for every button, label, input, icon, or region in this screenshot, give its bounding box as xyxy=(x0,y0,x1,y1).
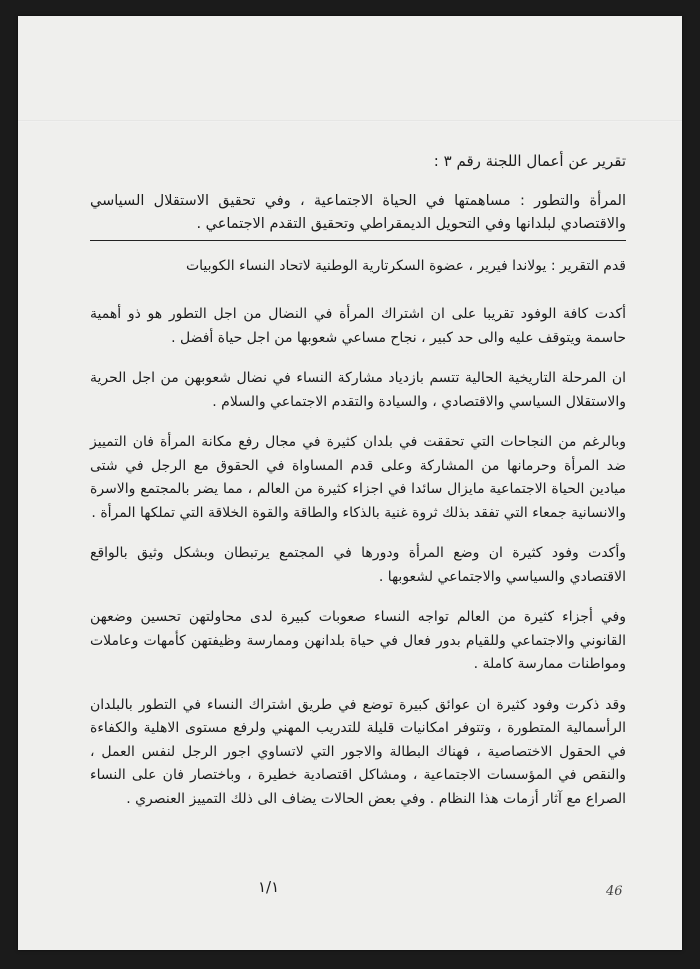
document-page xyxy=(18,16,682,950)
paragraph: وقد ذكرت وفود كثيرة ان عوائق كبيرة توضع في طريق اشتراك النساء في التطور بالبلدان الرأسمالية المتطورة ، وتتوفر امكانيات قليلة للتدريب المهني ولرفع مستوى الاهلية والكفاءة في الحقول الاختصاصية ، فهناك البطالة والاجور التي لاتساوي اجور الرجل لنفس العمل ، والنقص في المؤسسات الاجتماعية ، ومشاكل اقتصادية خطيرة ، وباختصار فان على النساء الصراع مع آثار أزمات هذا النظام . وفي بعض الحالات يضاف الى ذلك التمييز العنصري . xyxy=(90,696,626,807)
paragraph: ان المرحلة التاريخية الحالية تتسم بازدياد مشاركة النساء في نضال شعوبهن من اجل الحرية والاستقلال السياسي والاقتصادي ، والسيادة والتقدم الاجتماعي والسلام . xyxy=(90,370,626,410)
paragraph: أكدت كافة الوفود تقريبا على ان اشتراك المرأة في النضال من اجل التطور هو ذو أهمية حاسمة ويتوقف عليه والى حد كبير ، نجاح مساعي شعوبها من اجل حياة أفضل . xyxy=(90,306,626,346)
report-presenter: قدم التقرير : يولاندا فيرير ، عضوة السكرتارية الوطنية لاتحاد النساء الكوبيات xyxy=(185,258,626,274)
paragraph: وأكدت وفود كثيرة ان وضع المرأة ودورها في المجتمع يرتبطان وبشكل وثيق بالواقع الاقتصادي والسياسي والاجتماعي لشعوبها . xyxy=(90,545,626,585)
handwritten-mark: 46 xyxy=(606,884,623,899)
paper-fold xyxy=(18,120,682,122)
paragraph: وفي أجزاء كثيرة من العالم تواجه النساء صعوبات كبيرة لدى محاولتهن تحسين وضعهن القانوني والاجتماعي وللقيام بدور فعال في حياة بلدانهن وممارسة وظيفتهن كأمهات وعاملات ومواطنات ممارسة كاملة . xyxy=(90,609,626,672)
document-body xyxy=(90,142,626,828)
report-title: تقرير عن أعمال اللجنة رقم ٣ : xyxy=(433,152,626,170)
report-subject: المرأة والتطور : مساهمتها في الحياة الاجتماعية ، وفي تحقيق الاستقلال السياسي والاقتصادي لبلدانها وفي التحويل الديمقراطي وتحقيق التقدم الاجتماعي . xyxy=(90,193,626,232)
page-number: ١/١ xyxy=(258,878,280,896)
divider-line xyxy=(90,240,626,241)
paragraph: وبالرغم من النجاحات التي تحققت في بلدان كثيرة في مجال رفع مكانة المرأة فان التمييز ضد المرأة وحرمانها من المشاركة وعلى قدم المساواة في الحقوق مع الرجل في شتى ميادين الحياة الاجتماعية مايزال سائدا في اجزاء كثيرة من العالم ، مما يضر بالمجتمع والاسرة والانسانية جمعاء التي تفقد بذلك ثروة غنية بالذكاء والطاقة والقوة الخلاقة التي تملكها المرأة . xyxy=(90,434,626,521)
